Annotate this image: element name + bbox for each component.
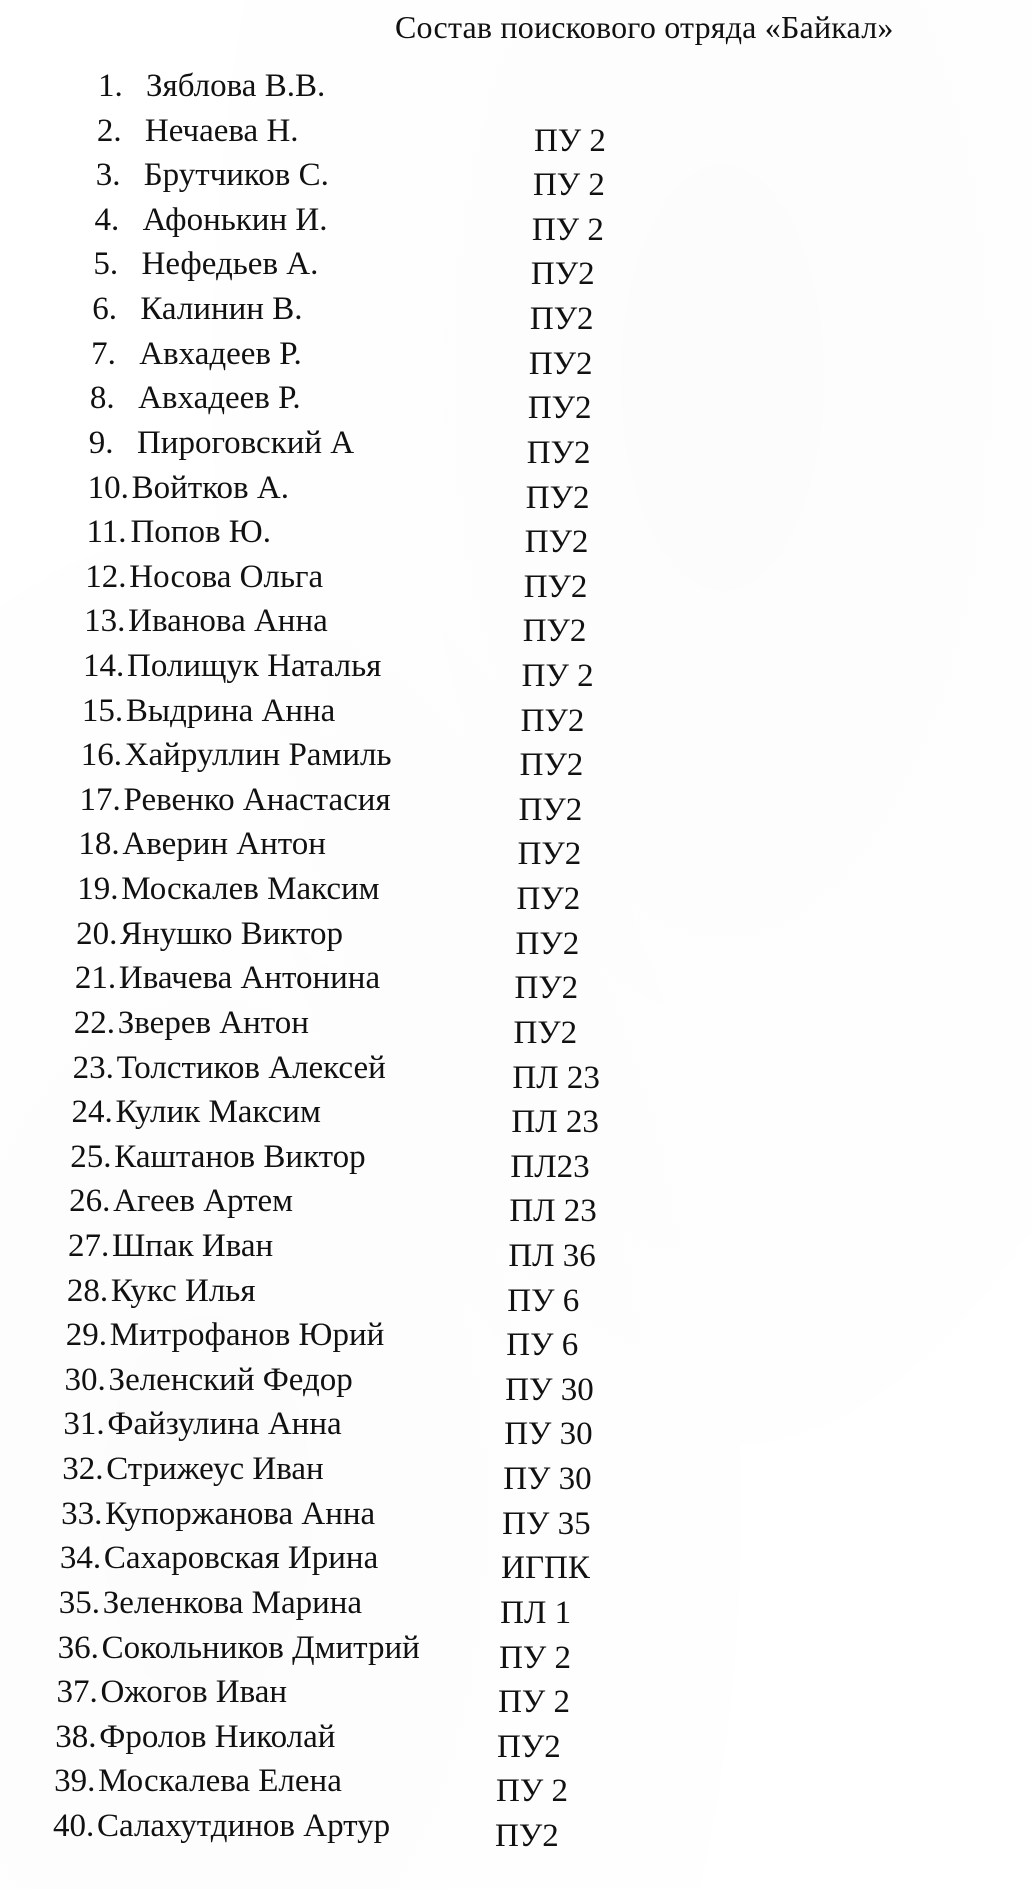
member-unit: ПЛ 23 (511, 1104, 599, 1141)
member-name: Купоржанова Анна (105, 1495, 376, 1532)
member-name: Зверев Антон (117, 1004, 309, 1041)
member-unit: ПУ2 (517, 836, 582, 873)
member-name: Попов Ю. (130, 514, 271, 551)
member-name: Выдрина Анна (125, 692, 336, 729)
member-unit: ПЛ 1 (500, 1594, 572, 1631)
member-number: 8. (89, 380, 115, 417)
member-unit: ПУ2 (497, 1728, 561, 1765)
member-name: Хайруллин Рамиль (124, 737, 392, 774)
member-unit: ПУ2 (523, 568, 588, 605)
member-name: Агеев Артем (113, 1183, 294, 1220)
member-unit: ПУ2 (516, 881, 581, 918)
member-unit: ПУ2 (525, 479, 590, 516)
member-unit: ПУ 6 (506, 1327, 579, 1364)
member-number: 14. (83, 648, 125, 684)
member-name: Войтков А. (131, 469, 289, 506)
member-number: 7. (91, 335, 116, 372)
member-number: 29. (65, 1317, 107, 1354)
member-number: 37. (56, 1674, 98, 1711)
member-name: Кулик Максим (115, 1094, 321, 1131)
member-name: Янушко Виктор (120, 915, 344, 952)
member-number: 31. (63, 1406, 105, 1443)
member-name: Носова Ольга (129, 558, 324, 595)
member-unit: ПУ 2 (532, 167, 605, 204)
member-unit: ПУ2 (526, 434, 591, 471)
member-number: 1. (98, 68, 123, 104)
member-name: Ожогов Иван (100, 1674, 288, 1711)
member-number: 18. (78, 826, 120, 863)
document-title: Состав поискового отряда «Байкал» (395, 9, 894, 45)
member-number: 22. (73, 1004, 116, 1041)
member-number: 10. (87, 469, 129, 506)
member-name: Москалева Елена (98, 1763, 342, 1800)
member-number: 21. (74, 960, 117, 997)
member-name: Полищук Наталья (127, 648, 382, 684)
member-unit: ПУ2 (520, 702, 585, 739)
member-unit: ПУ2 (513, 1014, 578, 1051)
member-name: Кукс Илья (110, 1272, 256, 1309)
member-unit: ПЛ 23 (509, 1193, 597, 1230)
member-unit: ПУ2 (529, 301, 594, 338)
member-unit: ПУ 2 (521, 658, 594, 694)
member-number: 25. (70, 1138, 112, 1175)
member-name: Митрофанов Юрий (109, 1317, 385, 1354)
member-number: 4. (94, 201, 120, 238)
member-name: Сокольников Дмитрий (101, 1629, 420, 1666)
member-unit: ПУ 2 (496, 1773, 568, 1810)
member-unit: ПУ 6 (507, 1282, 580, 1319)
member-number: 35. (58, 1584, 101, 1621)
member-number: 3. (95, 157, 121, 194)
member-unit: ПУ 2 (499, 1639, 572, 1676)
member-number: 13. (84, 603, 126, 640)
member-number: 36. (57, 1629, 99, 1666)
member-name: Зяблова В.В. (146, 68, 326, 104)
member-unit: ПУ2 (519, 747, 584, 784)
member-number: 17. (79, 781, 121, 818)
member-number: 38. (55, 1718, 97, 1755)
member-unit: ПУ2 (514, 970, 579, 1007)
member-number: 9. (88, 424, 114, 461)
member-name: Фролов Николай (99, 1718, 336, 1755)
member-unit: ПУ2 (515, 925, 580, 962)
member-unit: ПУ2 (522, 613, 587, 650)
member-number: 19. (77, 871, 119, 908)
member-unit: ПЛ 23 (512, 1059, 600, 1096)
member-unit: ПЛ 36 (508, 1238, 596, 1274)
member-unit: ИГПК (501, 1550, 590, 1587)
member-number: 27. (68, 1228, 110, 1264)
member-unit: ПУ2 (524, 524, 589, 561)
member-name: Салахутдинов Артур (97, 1808, 391, 1844)
member-name: Брутчиков С. (143, 157, 329, 194)
member-name: Калинин В. (140, 291, 303, 328)
member-unit: ПУ 30 (505, 1371, 594, 1408)
member-name: Каштанов Виктор (114, 1138, 366, 1175)
member-number: 23. (72, 1049, 114, 1086)
member-unit: ПЛ23 (510, 1148, 590, 1185)
member-number: 28. (66, 1272, 109, 1309)
member-name: Нефедьев А. (141, 246, 319, 283)
member-number: 11. (86, 514, 127, 551)
member-number: 6. (92, 291, 117, 328)
member-number: 12. (85, 558, 127, 595)
member-unit: ПУ 2 (531, 211, 604, 248)
member-name: Зеленский Федор (108, 1361, 353, 1398)
member-name: Зеленкова Марина (102, 1584, 363, 1621)
member-number: 26. (69, 1183, 111, 1220)
member-unit: ПУ2 (527, 390, 592, 427)
member-number: 16. (80, 737, 122, 774)
member-unit: ПУ 30 (504, 1416, 593, 1453)
member-number: 33. (61, 1495, 103, 1532)
member-number: 32. (62, 1451, 104, 1488)
member-name: Авхадеев Р. (138, 380, 301, 417)
member-unit: ПУ2 (518, 791, 583, 828)
member-name: Ревенко Анастасия (123, 781, 391, 818)
member-name: Афонькин И. (142, 201, 328, 238)
member-unit: ПУ2 (495, 1818, 559, 1854)
member-name: Москалев Максим (121, 871, 380, 908)
member-number: 20. (76, 915, 118, 952)
member-name: Файзулина Анна (107, 1406, 342, 1443)
member-number: 24. (71, 1094, 113, 1131)
member-name: Толстиков Алексей (116, 1049, 386, 1086)
member-unit: ПУ 2 (498, 1684, 571, 1721)
member-name: Иванова Анна (128, 603, 328, 640)
member-number: 39. (54, 1763, 96, 1800)
member-number: 2. (96, 112, 122, 149)
member-name: Нечаева Н. (144, 112, 299, 149)
member-name: Аверин Антон (122, 826, 326, 863)
member-unit: ПУ 30 (503, 1461, 592, 1498)
member-name: Сахаровская Ирина (103, 1540, 379, 1577)
member-name: Пироговский А (136, 424, 355, 461)
member-number: 5. (93, 246, 119, 283)
member-number: 34. (59, 1540, 102, 1577)
member-name: Ивачева Антонина (118, 960, 381, 997)
member-number: 40. (53, 1808, 95, 1844)
member-unit: ПУ 2 (533, 122, 606, 159)
member-unit: ПУ2 (528, 345, 593, 382)
member-number: 30. (64, 1361, 106, 1398)
member-unit: ПУ 35 (502, 1505, 591, 1542)
member-name: Шпак Иван (112, 1228, 274, 1264)
member-number: 15. (81, 692, 124, 729)
member-name: Авхадеев Р. (139, 335, 302, 372)
member-unit: ПУ2 (530, 256, 595, 293)
member-name: Стрижеус Иван (106, 1451, 324, 1488)
